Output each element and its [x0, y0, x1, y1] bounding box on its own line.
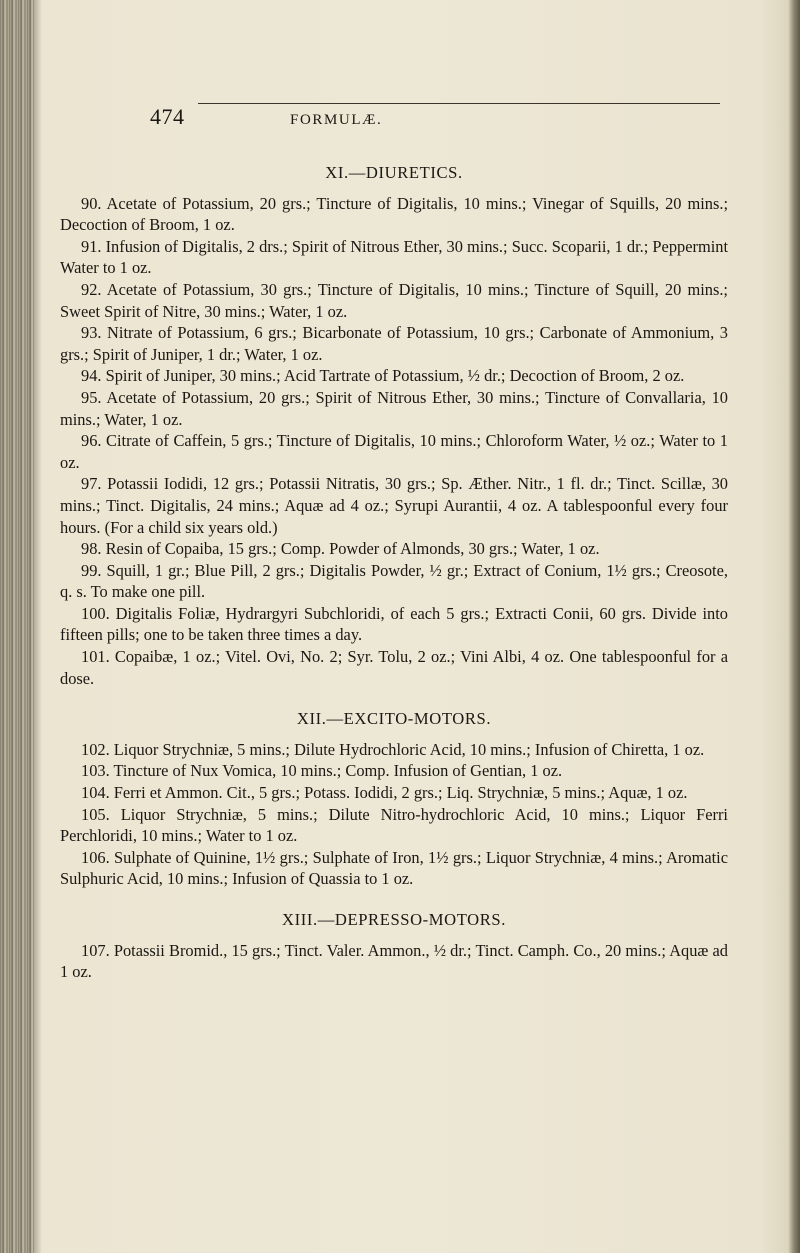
- section-diuretics: [60, 162, 728, 689]
- running-title: FORMULÆ.: [290, 112, 383, 128]
- formula-entry: 105. Liquor Strychniæ, 5 mins.; Dilute Nitro-hydrochloric Acid, 10 mins.; Liquor Ferri Perchloridi, 10 mins.; Water to 1 oz.: [60, 804, 728, 846]
- formula-entry: 95. Acetate of Potassium, 20 grs.; Spirit of Nitrous Ether, 30 mins.; Tincture of Convallaria, 10 mins.; Water, 1 oz.: [60, 387, 728, 429]
- formula-entry: 107. Potassii Bromid., 15 grs.; Tinct. Valer. Ammon., ½ dr.; Tinct. Camph. Co., 20 mins.; Aquæ ad 1 oz.: [60, 940, 728, 982]
- formula-entry: 90. Acetate of Potassium, 20 grs.; Tincture of Digitalis, 10 mins.; Vinegar of Squills, 20 mins.; Decoction of Broom, 1 oz.: [60, 193, 728, 235]
- formula-entry: 101. Copaibæ, 1 oz.; Vitel. Ovi, No. 2; Syr. Tolu, 2 oz.; Vini Albi, 4 oz. One tablespoonful for a dose.: [60, 647, 728, 688]
- section-excito-motors: [60, 708, 728, 890]
- page-number: 474: [150, 104, 185, 129]
- formula-entry: 103. Tincture of Nux Vomica, 10 mins.; Comp. Infusion of Gentian, 1 oz.: [81, 761, 563, 781]
- formula-entry: 100. Digitalis Foliæ, Hydrargyri Subchloridi, of each 5 grs.; Extracti Conii, 60 grs. Divide into fifteen pills; one to be taken three times a day.: [60, 603, 728, 645]
- header-rule: [198, 103, 720, 104]
- formula-entry: 104. Ferri et Ammon. Cit., 5 grs.; Potass. Iodidi, 2 grs.; Liq. Strychniæ, 5 mins.; Aquæ, 1 oz.: [81, 783, 688, 803]
- page-header: [150, 100, 720, 140]
- page-binding-edge: [0, 0, 34, 1253]
- section-depresso-motors: [60, 909, 728, 983]
- formula-entry: 102. Liquor Strychniæ, 5 mins.; Dilute Hydrochloric Acid, 10 mins.; Infusion of Chiretta, 1 oz.: [81, 739, 705, 759]
- formula-entry: 97. Potassii Iodidi, 12 grs.; Potassii Nitratis, 30 grs.; Sp. Æther. Nitr., 1 fl. dr.; Tinct. Scillæ, 30 mins.; Tinct. Digitalis, 24 mins.; Aquæ ad 4 oz.; Syrupi Aurantii, 4 oz. A tablespoonful every four hours. (For a child six years old.): [60, 474, 728, 537]
- formula-entry: 106. Sulphate of Quinine, 1½ grs.; Sulphate of Iron, 1½ grs.; Liquor Strychniæ, 4 mins.; Aromatic Sulphuric Acid, 10 mins.; Infusion of Quassia to 1 oz.: [60, 847, 728, 889]
- formula-entry: 94. Spirit of Juniper, 30 mins.; Acid Tartrate of Potassium, ½ dr.; Decoction of Broom, 2 oz.: [81, 366, 685, 386]
- formula-entry: 96. Citrate of Caffein, 5 grs.; Tincture of Digitalis, 10 mins.; Chloroform Water, ½ oz.; Water to 1 oz.: [60, 431, 728, 472]
- formula-entry: 91. Infusion of Digitalis, 2 drs.; Spirit of Nitrous Ether, 30 mins.; Succ. Scoparii, 1 dr.; Peppermint Water to 1 oz.: [60, 236, 728, 278]
- section-heading: XIII.—DEPRESSO-MOTORS.: [281, 910, 507, 929]
- formula-entry: 92. Acetate of Potassium, 30 grs.; Tincture of Digitalis, 10 mins.; Tincture of Squill, 20 mins.; Sweet Spirit of Nitre, 30 mins.; Water, 1 oz.: [60, 279, 728, 321]
- section-heading: XI.—DIURETICS.: [325, 163, 463, 182]
- page-right-edge: [788, 0, 800, 1253]
- formula-entry: 93. Nitrate of Potassium, 6 grs.; Bicarbonate of Potassium, 10 grs.; Carbonate of Ammonium, 3 grs.; Spirit of Juniper, 1 dr.; Water, 1 oz.: [60, 323, 728, 364]
- formula-entry: 98. Resin of Copaiba, 15 grs.; Comp. Powder of Almonds, 30 grs.; Water, 1 oz.: [81, 539, 600, 559]
- formula-entry: 99. Squill, 1 gr.; Blue Pill, 2 grs.; Digitalis Powder, ½ gr.; Extract of Conium, 1½ grs.; Creosote, q. s. To make one pill.: [60, 560, 728, 602]
- section-heading: XII.—EXCITO-MOTORS.: [296, 709, 492, 729]
- page-body: [60, 162, 728, 983]
